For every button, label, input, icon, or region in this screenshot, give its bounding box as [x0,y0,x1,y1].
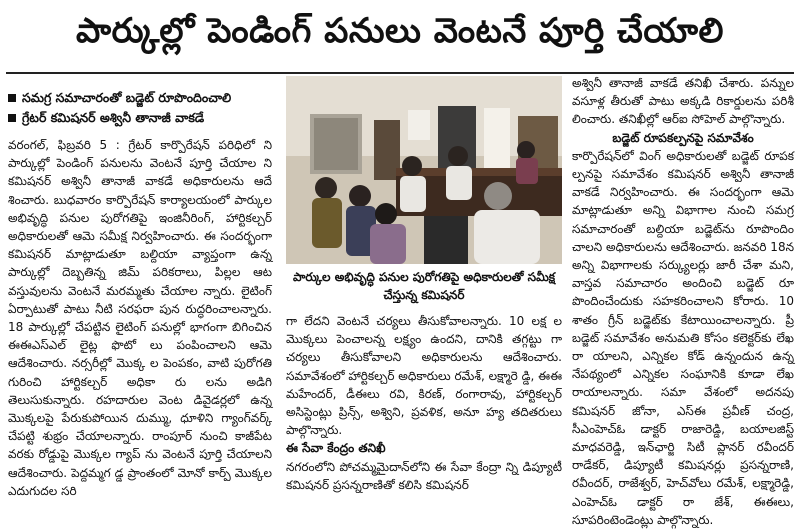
summary-bullets [8,88,270,128]
meeting-photo-illustration [286,76,562,264]
subhead-budget-meeting: బడ్జెట్ రూపకల్పనపై సమావేశం [612,130,754,145]
article-paragraph: అశ్వినీ తానాజీ వాకడే తనిఖీ చేశారు. పన్నుల వసూళ్ల తీరుతో పాటు అక్కడి రికార్డులను పరిశీ లించారు. తనిఖీల్లో ఆర్‌ఐ సోహెల్ పాల్గొన్నారు. [572,76,794,127]
subhead-seva-kendram: ఈ సేవా కేంద్రం తనిఖీ [286,441,386,456]
meeting-photo [286,76,562,264]
article-paragraph: నగరంలోని పోచమ్మమైదాన్‌లోని ఈ సేవా కేంద్రా న్ని డిప్యూటీ కమిషనర్ ప్రసన్నరాణితో కలిసి కమిషనర్ [286,459,562,492]
headline: పార్కుల్లో పెండింగ్ పనులు వెంటనే పూర్తి చేయాలి [76,11,724,51]
bullet-text: సమగ్ర సమాచారంతో బడ్జెట్ రూపొందించాలి [22,90,232,105]
article-column-1 [8,136,272,512]
article-paragraph: కార్పొరేషన్‌లో వింగ్ అధికారులతో బడ్జెట్ రూపక ల్పనపై సమావేశం కమిషనర్ అశ్వినీ తానాజీ వాకడే నిర్వహించారు. ఈ సందర్భంగా ఆమె మాట్లాడుతూ అన్ని విభాగాల నుంచి సమగ్ర సమాచారంతో బల్దియా బడ్జెట్‌ను రూపొందిం చాలని అధికారులను ఆదేశించారు. జనవరి 18న అన్ని విభాగాలకు సర్క్యులర్లు జారీ చేశా మని, వాస్తవ సమాచారం అందించి బడ్జెట్ రూ పొందించేందుకు సహకరించాలని కోరారు. 10 శాతం గ్రీన్ బడ్జెట్‌కు కేటాయించాలన్నారు. ప్రీ బడ్జెట్ సమావేశం అనుమతి కోసం కలెక్టర్‌కు లేఖ రా యాలని, ఎన్నికల కోడ్ ఉన్నందున ఉన్న నేపథ్యంలో ఎన్నికల సంఘానికి కూడా లేఖ రాయాలన్నారు. సమా వేశంలో అదనపు కమిషనర్ జోనా, ఎస్ఈ ప్రవీణ్ చంద్ర, సీఎంహెచ్ఓ డాక్టర్ రాజారెడ్డి, బయాలజిస్ట్ మాధవరెడ్డి, ఇన్‌ఛార్జి సిటీ ప్లానర్ రవీందర్ రాడేకర్, డిప్యూటీ కమిషనర్లు ప్రసన్నరాణి, రవీందర్, రాజేశ్వర్, హెచ్‌వోలు రమేశ్, లక్ష్మారెడ్డి, ఎంహెచ్ఓ డాక్టర్ రా జేశ్, ఈఈలు, సూపరింటెండెంట్లు పాల్గొన్నారు. [572,148,794,527]
summary-bullet [8,108,270,128]
article-paragraph: గా లేదని వెంటనే చర్యలు తీసుకోవాలన్నారు. 10 లక్ష ల మొక్కలు పెంచాలన్న లక్ష్యం ఉందని, దానికి తగ్గట్టు గా చర్యలు తీసుకోవాలని అధికారులను ఆదేశించారు. సమావేశంలో హార్టికల్చర్ అధికారులు రమేశ్, లక్ష్మారె డ్డి, ఈఈ మహేందర్, డీఈలు రవి, కిరణ్, రంగారావు, హార్టికల్చర్ అసిస్టెంట్లు ప్రిన్స్, అశ్విని, ప్రవళిక, అనూ హ్య తదితరులు పాల్గొన్నారు. [286,314,562,438]
summary-bullet [8,88,270,108]
photo-caption: పార్కుల అభివృద్ధి పనుల పురోగతిపై అధికారులతో సమీక్ష చేస్తున్న కమిషనర్ [292,270,556,302]
article-paragraph: వరంగల్, ఫిబ్రవరి 5 : గ్రేటర్ కార్పొరేషన్ పరిధిలో ని పార్కుల్లో పెండింగ్ పనులను వెంటనే పూర్తి చేయాల ని కమిషనర్ అశ్వినీ తానాజీ వాకడే అధికారులను ఆదే శించారు. బుధవారం కార్పొరేషన్ కార్యాలయంలో పార్కుల అభివృద్ధి పనుల పురోగతిపై ఇంజినీరింగ్, హార్టికల్చర్ అధికారులతో ఆమె సమీక్ష నిర్వహించారు. ఈ సందర్భంగా కమిషనర్ మాట్లాడుతూ బల్దియా వ్యాప్తంగా ఉన్న పార్కుల్లో దెబ్బతిన్న జిమ్ పరికరాలు, పిల్లల ఆట వస్తువులను వెంటనే మరమ్మతు చేయాల న్నారు. లైటింగ్ ఏర్పాటుతో పాటు నీటి సరఫరా పున రుద్ధరించాలన్నారు. 18 పార్కుల్లో చేపట్టిన లైటింగ్ పనుల్లో భాగంగా బిగించిన ఈఈఎస్ఎల్ లైట్ల ఫొటో లు పంపించాలని ఆమె ఆదేశించారు. నర్సరీల్లో మొక్క ల పెంపకం, వాటి పురోగతి గురించి హార్టికల్చర్ అధికా రు లను అడిగి తెలుసుకున్నారు. రహదారుల వెంట డివైడర్లలో ఉన్న మొక్కలపై పేరుకుపోయిన దుమ్ము, ధూళిని గ్యాంగ్‌వర్క్ చేపట్టి శుభ్రం చేయాలన్నారు. రాంపూర్ నుంచి కాజీపేట వరకు రోడ్డుపై మొక్కల గ్యాప్ ను వెంటనే పూర్తి చేయాలని ఆదేశించారు. పెద్దమ్మగ డ్డ ప్రాంతంలో మోనో కార్ప్ మొక్కల ఎదుగుదల సరి [8,138,272,498]
article-column-3 [572,74,794,527]
bullet-square-icon [8,114,16,122]
bullet-square-icon [8,94,16,102]
bullet-text: గ్రేటర్ కమిషనర్ అశ్వినీ తానాజీ వాకడే [22,110,205,125]
article-column-2 [286,312,562,512]
